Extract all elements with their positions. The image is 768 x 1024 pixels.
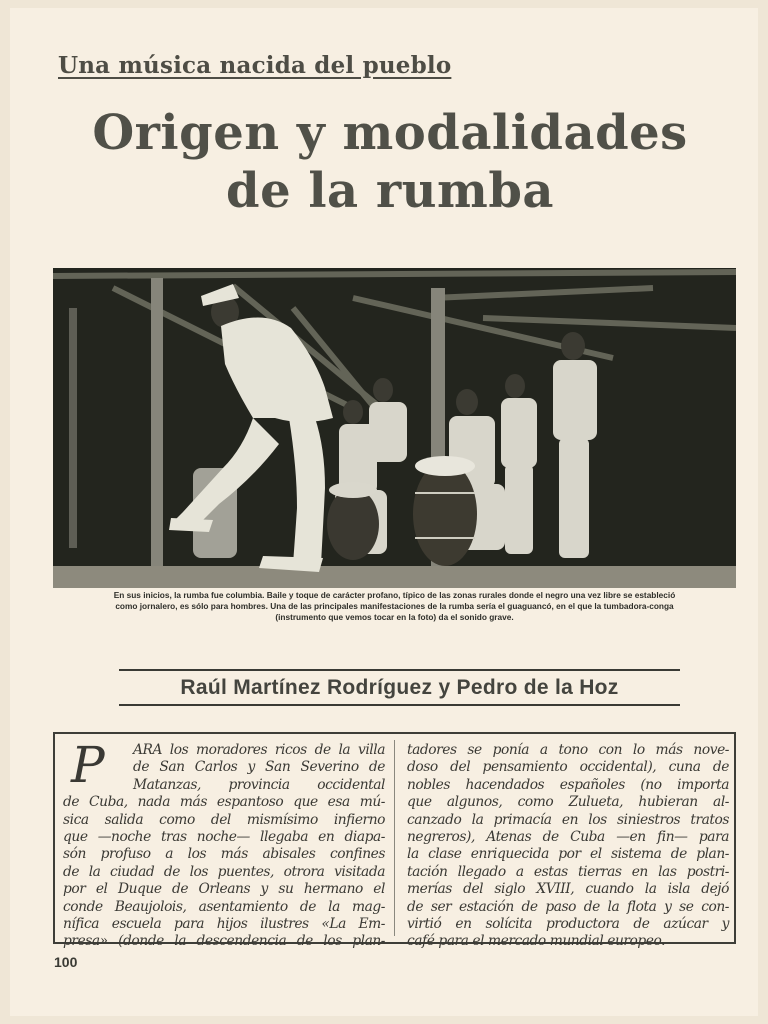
text-line: de Cuba, nada más espantoso que esa mú-	[63, 794, 385, 811]
text-line: de San Carlos y San Severino de	[133, 759, 385, 776]
text-line: virtió en solícita productora de azúcar y	[407, 916, 729, 933]
caption-line: (instrumento que vemos tocar en la foto) da el sonido grave.	[275, 612, 514, 622]
text-line: por el Duque de Orleans y su hermano el	[63, 881, 385, 898]
kicker-title: Una música nacida del pueblo	[58, 52, 452, 79]
drop-cap: P	[71, 736, 105, 794]
headline	[40, 104, 740, 220]
article-column-left	[63, 736, 385, 951]
text-line: ARA los moradores ricos de la villa	[133, 742, 385, 758]
rumba-photo	[53, 268, 736, 588]
text-line: nobles hacendados españoles (no importa	[407, 776, 729, 793]
text-line: presa» (donde la descendencia de los plan-	[63, 933, 385, 950]
text-line: conde Beaujolois, asentamiento de la mag-	[63, 898, 385, 915]
text-line: que algunos, como Zulueta, hubieran al-	[407, 794, 729, 811]
caption-line: como jornalero, es sólo para hombres. Una de las principales manifestaciones de la rumba sería el guaguancó, en el que la tumbadora-conga	[115, 601, 674, 611]
headline-line-1: Origen y modalidades	[92, 105, 688, 161]
text-line: sica salida como del mismísimo infierno	[63, 811, 385, 828]
byline: Raúl Martínez Rodríguez y Pedro de la Hoz	[180, 676, 619, 699]
headline-line-2: de la rumba	[226, 163, 554, 219]
text-line: de la ciudad de los puentes, otrora visitada	[63, 863, 385, 880]
text-line: doso del pensamiento occidental), cuna de	[407, 759, 729, 776]
column-divider	[394, 740, 395, 936]
text-line: són profuso a los más abisales confines	[63, 846, 385, 863]
text-line: canzado la primacía en los siniestros tratos	[407, 811, 729, 828]
byline-bottom-rule	[119, 704, 680, 706]
text-line: nífica escuela para hijos ilustres «La Em-	[63, 916, 385, 933]
text-line: negreros), Atenas de Cuba —en fin— para	[407, 829, 729, 846]
page-number: 100	[54, 954, 78, 970]
text-line: tadores se ponía a tono con lo más nove-	[407, 742, 729, 758]
article-box	[53, 732, 736, 950]
caption-line: En sus inicios, la rumba fue columbia. Baile y toque de carácter profano, típico de las zonas rurales donde el negro una vez libre se estableció	[113, 590, 676, 600]
rumba-photo-illustration	[53, 268, 736, 588]
byline-top-rule	[119, 669, 680, 671]
text-line: que —noche tras noche— llegaba en diapa-	[63, 829, 385, 846]
text-line: la clase enriquecida por el sistema de plan-	[407, 846, 729, 863]
text-line: merías del siglo XVIII, cuando la isla dejó	[407, 881, 729, 898]
text-line: de ser estación de paso de la flota y se con-	[407, 898, 729, 915]
text-line: café para el mercado mundial europeo.	[407, 933, 666, 950]
text-line: tación llegado a estas tierras en las postri-	[407, 863, 729, 880]
text-line: Matanzas, provincia occidental	[133, 776, 385, 793]
photo-caption	[53, 590, 736, 623]
article-column-right	[407, 742, 729, 951]
